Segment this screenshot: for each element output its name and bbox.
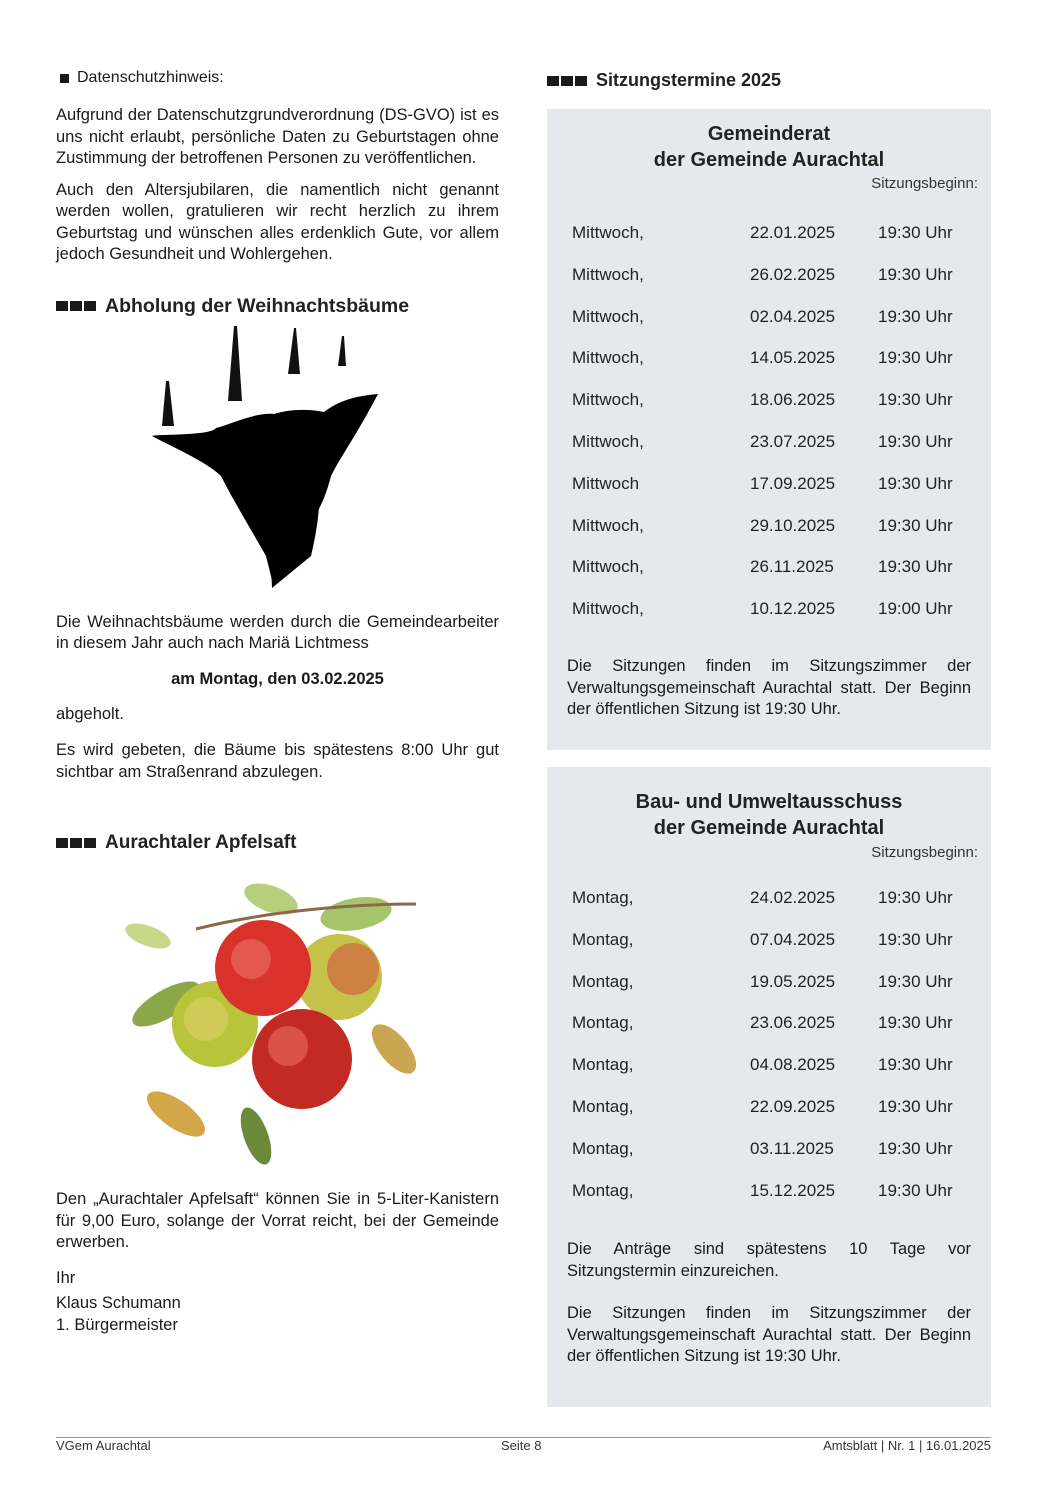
trees-date: am Montag, den 03.02.2025	[171, 669, 384, 688]
council-date: 22.01.2025	[750, 223, 836, 242]
council-day: Mittwoch	[572, 473, 640, 493]
committee-day: Montag,	[572, 1055, 634, 1075]
page-footer	[56, 1437, 991, 1453]
committee-day: Montag,	[572, 1097, 634, 1116]
council-row	[547, 557, 991, 579]
committee-row	[547, 972, 991, 994]
council-row	[547, 516, 991, 538]
council-title-2: der Gemeinde Aurachtal	[653, 149, 885, 171]
committee-row	[547, 888, 991, 910]
council-row	[547, 599, 991, 621]
trees-paragraph-2: abgeholt.	[56, 704, 124, 723]
christmas-tree-icon	[56, 326, 499, 606]
footer-right: Amtsblatt | Nr. 1 | 16.01.2025	[823, 1438, 991, 1453]
committee-date: 03.11.2025	[750, 1138, 834, 1158]
council-day: Mittwoch,	[572, 306, 644, 326]
closing-text: Ihr	[56, 1268, 76, 1287]
council-title-1: Gemeinderat	[707, 123, 831, 145]
trees-heading-text: Abholung der Weihnachtsbäume	[105, 294, 410, 317]
council-day: Mittwoch,	[572, 348, 644, 368]
council-row	[547, 223, 991, 245]
council-day: Mittwoch,	[572, 599, 644, 619]
council-day: Mittwoch,	[572, 390, 644, 410]
council-date: 23.07.2025	[750, 432, 836, 451]
council-date: 02.04.2025	[750, 306, 836, 326]
council-row	[547, 390, 991, 412]
committee-date: 07.04.2025	[750, 929, 836, 949]
committee-time: 19:30 Uhr	[878, 1013, 953, 1033]
council-time: 19:00 Uhr	[878, 599, 953, 619]
committee-row	[547, 1055, 991, 1077]
committee-date: 15.12.2025	[750, 1180, 836, 1200]
signer-name: Klaus Schumann	[56, 1294, 181, 1312]
council-date: 26.11.2025	[750, 557, 834, 577]
council-date: 10.12.2025	[750, 599, 836, 619]
signer-title: 1. Bürgermeister	[56, 1315, 178, 1334]
committee-day: Montag,	[572, 1138, 634, 1158]
committee-beginn-label: Sitzungsbeginn:	[871, 844, 978, 861]
council-date: 17.09.2025	[750, 473, 836, 493]
council-day: Mittwoch,	[572, 515, 644, 535]
council-row	[547, 348, 991, 370]
committee-day: Montag,	[572, 929, 634, 949]
section-marks-icon	[547, 76, 587, 86]
council-panel	[547, 109, 991, 750]
council-row	[547, 432, 991, 454]
committee-note-2: Die Sitzungen finden im Sitzungszimmer der Verwaltungsgemeinschaft Aurachtal statt. Der Beginn der öffentlichen Sitzung ist 19:30 Uhr.	[567, 1304, 971, 1365]
council-time: 19:30 Uhr	[878, 223, 953, 242]
committee-note-1: Die Anträge sind spätestens 10 Tage vor Sitzungstermin einzureichen.	[567, 1240, 971, 1280]
footer-page-number: Seite 8	[501, 1438, 542, 1453]
council-time: 19:30 Uhr	[878, 557, 953, 577]
trees-paragraph-1: Die Weihnachtsbäume werden durch die Gemeindearbeiter in diesem Jahr auch nach Mariä Lichtmess	[56, 612, 499, 652]
privacy-heading-text: Datenschutzhinweis:	[77, 69, 224, 86]
committee-day: Montag,	[572, 971, 634, 991]
council-row	[547, 265, 991, 287]
trees-heading	[56, 295, 499, 318]
right-column	[547, 70, 991, 1365]
council-day: Mittwoch,	[572, 432, 644, 451]
committee-row	[547, 1139, 991, 1161]
committee-date: 19.05.2025	[750, 971, 836, 991]
committee-day: Montag,	[572, 1180, 634, 1200]
council-time: 19:30 Uhr	[878, 348, 953, 368]
council-day: Mittwoch,	[572, 557, 644, 577]
committee-row	[547, 1097, 991, 1119]
committee-time: 19:30 Uhr	[878, 971, 953, 991]
council-time: 19:30 Uhr	[878, 515, 953, 535]
committee-time: 19:30 Uhr	[878, 1138, 953, 1158]
apple-paragraph: Den „Aurachtaler Apfelsaft“ können Sie in 5-Liter-Kanistern für 9,00 Euro, solange der Vorrat reicht, bei der Gemeinde erwerben.	[56, 1190, 499, 1251]
left-column	[56, 66, 499, 1336]
council-row	[547, 307, 991, 329]
section-marks-icon	[56, 301, 96, 311]
committee-title-1: Bau- und Umweltausschuss	[635, 791, 903, 813]
council-beginn-label: Sitzungsbeginn:	[871, 175, 978, 192]
council-time: 19:30 Uhr	[878, 390, 953, 410]
apples-illustration	[56, 874, 499, 1174]
committee-panel	[547, 767, 991, 1407]
committee-row	[547, 1181, 991, 1203]
committee-time: 19:30 Uhr	[878, 888, 953, 907]
committee-day: Montag,	[572, 1013, 634, 1033]
committee-time: 19:30 Uhr	[878, 1055, 953, 1075]
apple-heading-text: Aurachtaler Apfelsaft	[105, 832, 297, 853]
bullet-icon	[60, 74, 69, 83]
committee-time: 19:30 Uhr	[878, 1097, 953, 1116]
committee-time: 19:30 Uhr	[878, 1180, 953, 1200]
committee-date: 22.09.2025	[750, 1097, 836, 1116]
committee-day: Montag,	[572, 888, 634, 907]
council-day: Mittwoch,	[572, 264, 644, 284]
privacy-heading	[56, 66, 499, 90]
committee-row	[547, 930, 991, 952]
committee-time: 19:30 Uhr	[878, 929, 953, 949]
privacy-paragraph-1: Aufgrund der Datenschutzgrundverordnung (DS-GVO) ist es uns nicht erlaubt, persönliche Daten zu Geburtstagen ohne Zustimmung der betroffenen Personen zu veröffentlichen.	[56, 106, 499, 167]
committee-title-2: der Gemeinde Aurachtal	[653, 817, 885, 839]
council-row	[547, 474, 991, 496]
council-note: Die Sitzungen finden im Sitzungszimmer der Verwaltungsgemeinschaft Aurachtal statt. Der Beginn der öffentlichen Sitzung ist 19:30 Uhr.	[567, 657, 971, 718]
council-date: 18.06.2025	[750, 390, 836, 410]
committee-date: 04.08.2025	[750, 1055, 836, 1075]
council-time: 19:30 Uhr	[878, 473, 953, 493]
council-time: 19:30 Uhr	[878, 432, 953, 451]
council-date: 26.02.2025	[750, 264, 836, 284]
committee-date: 24.02.2025	[750, 888, 836, 907]
section-marks-icon	[56, 838, 96, 848]
council-time: 19:30 Uhr	[878, 264, 953, 284]
council-day: Mittwoch,	[572, 223, 644, 242]
committee-date: 23.06.2025	[750, 1013, 836, 1033]
council-time: 19:30 Uhr	[878, 306, 953, 326]
privacy-paragraph-2: Auch den Altersjubilaren, die namentlich nicht genannt werden wollen, gratulieren wir recht herzlich zu ihrem Geburtstag und wünschen alles erdenklich Gute, vor allem jedoch Gesundheit und Wohlergehen.	[56, 180, 499, 263]
trees-paragraph-3: Es wird gebeten, die Bäume bis spätestens 8:00 Uhr gut sichtbar am Straßenrand abzulegen.	[56, 741, 499, 781]
sessions-heading-text: Sitzungstermine 2025	[596, 70, 782, 90]
council-date: 14.05.2025	[750, 348, 836, 368]
apple-heading	[56, 832, 499, 854]
committee-row	[547, 1013, 991, 1035]
footer-left: VGem Aurachtal	[56, 1438, 151, 1453]
sessions-heading	[547, 70, 991, 91]
council-date: 29.10.2025	[750, 515, 836, 535]
